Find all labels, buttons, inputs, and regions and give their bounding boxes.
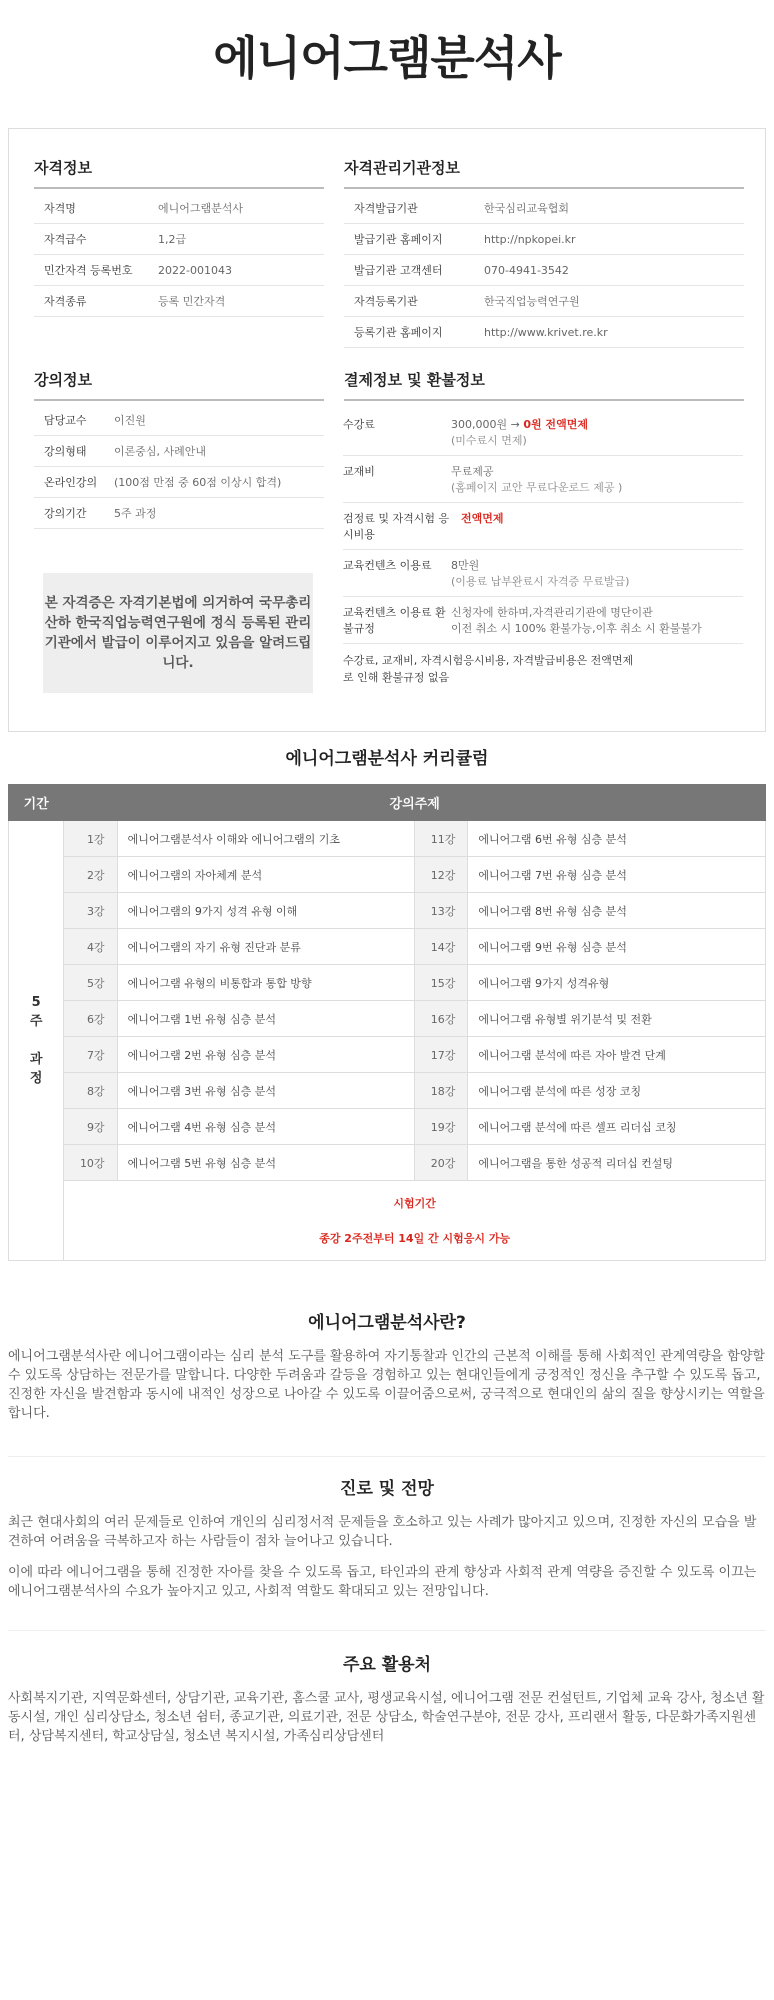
divider bbox=[8, 1456, 766, 1457]
lesson-number: 5강 bbox=[64, 965, 117, 1001]
lesson-subject: 에니어그램의 자기 유형 진단과 분류 bbox=[117, 929, 415, 965]
agency-info-label: 발급기관 고객센터 bbox=[354, 264, 443, 277]
table-row bbox=[9, 893, 766, 929]
refund-line-1: 신청자에 한하며,자격관리기관에 명단이관 bbox=[451, 606, 653, 619]
divider bbox=[8, 1630, 766, 1631]
career-p2: 이에 따라 에니어그램을 통해 진정한 자아를 찾을 수 있도록 돕고, 타인과의 관계 향상과 사회적 관계 역량을 증진할 수 있도록 이끄는 에니어그램분석사의 수요가 높아지고 있고, 사회적 역할도 확대되고 있는 전망입니다. bbox=[8, 1565, 757, 1599]
lesson-subject: 에니어그램 1번 유형 심층 분석 bbox=[117, 1001, 415, 1037]
lesson-subject: 에니어그램을 통한 성공적 리더십 컨설팅 bbox=[468, 1145, 766, 1181]
table-row bbox=[9, 1037, 766, 1073]
lesson-number: 9강 bbox=[64, 1109, 117, 1145]
lecture-info-value: 5주 과정 bbox=[114, 507, 157, 520]
lesson-subject: 에니어그램 7번 유형 심층 분석 bbox=[468, 857, 766, 893]
tuition-note: (미수료시 면제) bbox=[451, 434, 527, 447]
lesson-number: 17강 bbox=[415, 1037, 468, 1073]
content-fee-note: (이용료 납부완료시 자격증 무료발급) bbox=[451, 575, 630, 588]
lesson-subject: 에니어그램 2번 유형 심층 분석 bbox=[117, 1037, 415, 1073]
lesson-subject: 에니어그램 분석에 따른 셀프 리더십 코칭 bbox=[468, 1109, 766, 1145]
lecture-info-heading: 강의정보 bbox=[34, 369, 324, 401]
exam-title: 시험기간 bbox=[393, 1196, 436, 1210]
material-row bbox=[343, 456, 743, 503]
about-section bbox=[8, 1308, 766, 1435]
lecture-info-section bbox=[34, 369, 324, 529]
lecture-info-value: 이론중심, 사례안내 bbox=[114, 445, 207, 458]
agency-info-value: 한국심리교육협회 bbox=[484, 202, 570, 215]
material-value: 무료제공 bbox=[451, 465, 494, 478]
lesson-subject: 에니어그램 분석에 따른 성장 코칭 bbox=[468, 1073, 766, 1109]
lesson-subject: 에니어그램 8번 유형 심층 분석 bbox=[468, 893, 766, 929]
lesson-subject: 에니어그램 4번 유형 심층 분석 bbox=[117, 1109, 415, 1145]
lecture-info-label: 담당교수 bbox=[44, 414, 87, 427]
cert-info-row bbox=[34, 224, 324, 255]
lesson-subject: 에니어그램 유형별 위기분석 및 전환 bbox=[468, 1001, 766, 1037]
agency-info-label: 등록기관 홈페이지 bbox=[354, 326, 443, 339]
agency-info-value: http://npkopei.kr bbox=[484, 232, 576, 246]
period-word: 과정 bbox=[29, 1052, 43, 1086]
lesson-number: 18강 bbox=[415, 1073, 468, 1109]
exam-fee-label: 검정료 및 자격시험 응시비용 bbox=[343, 512, 450, 541]
lecture-info-label: 강의기간 bbox=[44, 507, 87, 520]
material-note: (홈페이지 교안 무료다운로드 제공 ) bbox=[451, 481, 623, 494]
info-box bbox=[8, 128, 766, 732]
agency-info-row bbox=[344, 317, 744, 348]
lesson-number: 2강 bbox=[64, 857, 117, 893]
exam-fee-value: 전액면제 bbox=[461, 512, 504, 525]
cert-info-label: 자격종류 bbox=[44, 295, 87, 308]
lesson-subject: 에니어그램 9번 유형 심층 분석 bbox=[468, 929, 766, 965]
lesson-subject: 에니어그램의 자아체계 분석 bbox=[117, 857, 415, 893]
table-row bbox=[9, 965, 766, 1001]
cert-info-heading: 자격정보 bbox=[34, 157, 324, 189]
lesson-number: 7강 bbox=[64, 1037, 117, 1073]
agency-info-section bbox=[344, 157, 744, 348]
lecture-info-value: (100점 만점 중 60점 이상시 합격) bbox=[114, 476, 282, 489]
lecture-info-row bbox=[34, 467, 324, 498]
exam-row bbox=[9, 1181, 766, 1261]
lecture-info-label: 강의형태 bbox=[44, 445, 87, 458]
lesson-number: 4강 bbox=[64, 929, 117, 965]
lesson-number: 16강 bbox=[415, 1001, 468, 1037]
lesson-number: 1강 bbox=[64, 821, 117, 857]
lesson-subject: 에니어그램 분석에 따른 자아 발견 단계 bbox=[468, 1037, 766, 1073]
notice-box: 본 자격증은 자격기본법에 의거하여 국무총리산하 한국직업능력연구원에 정식 등록된 관리기관에서 발급이 이루어지고 있음을 알려드립니다. bbox=[43, 573, 313, 693]
cert-info-row bbox=[34, 255, 324, 286]
lecture-info-label: 온라인강의 bbox=[44, 476, 98, 489]
curriculum-title: 에니어그램분석사 커리큘럼 bbox=[285, 749, 489, 769]
lesson-number: 19강 bbox=[415, 1109, 468, 1145]
agency-info-label: 자격발급기관 bbox=[354, 202, 418, 215]
period-num: 5 bbox=[31, 995, 41, 1010]
table-row bbox=[9, 821, 766, 857]
table-row bbox=[9, 857, 766, 893]
exam-period-cell bbox=[64, 1181, 766, 1261]
agency-info-row bbox=[344, 255, 744, 286]
exam-fee-row bbox=[343, 503, 743, 550]
career-title: 진로 및 전망 bbox=[340, 1479, 434, 1499]
exam-desc: 종강 2주전부터 14일 간 시험응시 가능 bbox=[319, 1231, 511, 1245]
career-p1: 최근 현대사회의 여러 문제들로 인하여 개인의 심리정서적 문제들을 호소하고 있는 사례가 많아지고 있으며, 진정한 자신의 모습을 발견하여 어려움을 극복하고자 하는 사람들이 점차 늘어나고 있습니다. bbox=[8, 1515, 757, 1549]
agency-info-label: 발급기관 홈페이지 bbox=[354, 233, 443, 246]
usage-section bbox=[8, 1650, 766, 1758]
lesson-subject: 에니어그램분석사 이해와 에니어그램의 기초 bbox=[117, 821, 415, 857]
lecture-info-value: 이진원 bbox=[114, 414, 146, 427]
content-fee-value: 8만원 bbox=[451, 559, 480, 572]
lecture-info-row bbox=[34, 436, 324, 467]
refund-label: 교육컨텐츠 이용료 환불규정 bbox=[343, 606, 446, 635]
payment-heading: 결제정보 및 환불정보 bbox=[344, 369, 744, 401]
lesson-number: 20강 bbox=[415, 1145, 468, 1181]
table-row bbox=[9, 1001, 766, 1037]
refund-line-2: 이전 취소 시 100% 환불가능,이후 취소 시 환불불가 bbox=[451, 622, 702, 635]
agency-info-value: 070-4941-3542 bbox=[484, 263, 569, 277]
content-fee-label: 교육컨텐츠 이용료 bbox=[343, 559, 432, 572]
cert-info-label: 자격급수 bbox=[44, 233, 87, 246]
lesson-number: 3강 bbox=[64, 893, 117, 929]
content-fee-row bbox=[343, 550, 743, 597]
cert-info-value: 2022-001043 bbox=[158, 263, 232, 277]
agency-info-row bbox=[344, 224, 744, 255]
cert-info-section bbox=[34, 157, 324, 317]
lesson-number: 14강 bbox=[415, 929, 468, 965]
table-row bbox=[9, 929, 766, 965]
lesson-subject: 에니어그램 유형의 비통합과 통합 방향 bbox=[117, 965, 415, 1001]
lesson-subject: 에니어그램 6번 유형 심층 분석 bbox=[468, 821, 766, 857]
material-label: 교재비 bbox=[343, 465, 375, 478]
table-row bbox=[9, 1073, 766, 1109]
lesson-subject: 에니어그램 3번 유형 심층 분석 bbox=[117, 1073, 415, 1109]
usage-title: 주요 활용처 bbox=[342, 1655, 432, 1675]
payment-footer: 수강료, 교재비, 자격시험응시비용, 자격발급비용은 전액면제로 인해 환불규정 없음 bbox=[343, 654, 634, 684]
lecture-info-row bbox=[34, 498, 324, 529]
cert-info-value: 1,2급 bbox=[158, 233, 187, 246]
lesson-number: 8강 bbox=[64, 1073, 117, 1109]
curriculum-table bbox=[8, 784, 766, 1261]
career-section bbox=[8, 1474, 766, 1613]
agency-info-label: 자격등록기관 bbox=[354, 295, 418, 308]
lesson-subject: 에니어그램의 9가지 성격 유형 이해 bbox=[117, 893, 415, 929]
tuition-price: 300,000원 → bbox=[451, 418, 520, 431]
lesson-number: 12강 bbox=[415, 857, 468, 893]
agency-info-heading: 자격관리기관정보 bbox=[344, 157, 744, 189]
agency-info-value: 한국직업능력연구원 bbox=[484, 295, 580, 308]
lesson-subject: 에니어그램 5번 유형 심층 분석 bbox=[117, 1145, 415, 1181]
cert-info-value: 에니어그램분석사 bbox=[158, 202, 244, 215]
tuition-label: 수강료 bbox=[343, 418, 375, 431]
about-body: 에니어그램분석사란 에니어그램이라는 심리 분석 도구를 활용하여 자기통찰과 인간의 근본적 이해를 통해 사회적인 관계역량을 함양할 수 있도록 상담하는 전문가를 말합니다. 다양한 두려움과 갈등을 경험하고 있는 현대인들에게 긍정적인 정신을 추구할 수 있도록 돕고, 진정한 자신을 발견함과 동시에 내적인 성장으로 나아갈 수 있도록 이끌어줌으로써, 궁극적으로 현대인의 삶의 질을 향상시키는 역할을 합니다. bbox=[8, 1349, 765, 1421]
tuition-free: 0원 전액면제 bbox=[523, 418, 588, 431]
agency-info-value: http://www.krivet.re.kr bbox=[484, 325, 608, 339]
cert-info-row bbox=[34, 286, 324, 317]
cert-info-value: 등록 민간자격 bbox=[158, 295, 226, 308]
payment-table bbox=[343, 409, 743, 686]
about-title: 에니어그램분석사란? bbox=[308, 1313, 466, 1333]
cert-info-label: 자격명 bbox=[44, 202, 76, 215]
lesson-number: 11강 bbox=[415, 821, 468, 857]
period-unit: 주 bbox=[29, 1014, 43, 1029]
lesson-number: 6강 bbox=[64, 1001, 117, 1037]
usage-body: 사회복지기관, 지역문화센터, 상담기관, 교육기관, 홈스쿨 교사, 평생교육시설, 에니어그램 전문 컨설턴트, 기업체 교육 강사, 청소년 활동시설, 개인 심리상담소, 청소년 쉼터, 종교기관, 의료기관, 전문 상담소, 학술연구분야, 전문 강사, 프리랜서 활동, 다문화가족지원센터, 상담복지센터, 학교상담실, 청소년 복지시설, 가족심리상담센터 bbox=[8, 1691, 765, 1744]
table-row bbox=[9, 1145, 766, 1181]
lesson-number: 15강 bbox=[415, 965, 468, 1001]
page-title: 에니어그램분석사 bbox=[213, 31, 561, 85]
col-subject-header: 강의주제 bbox=[64, 785, 766, 821]
refund-row bbox=[343, 597, 743, 644]
table-row bbox=[9, 1109, 766, 1145]
col-period-header: 기간 bbox=[9, 785, 64, 821]
agency-info-row bbox=[344, 286, 744, 317]
payment-section bbox=[344, 369, 744, 405]
lecture-info-row bbox=[34, 405, 324, 436]
agency-info-row bbox=[344, 193, 744, 224]
cert-info-row bbox=[34, 193, 324, 224]
cert-info-label: 민간자격 등록번호 bbox=[44, 264, 133, 277]
lesson-number: 10강 bbox=[64, 1145, 117, 1181]
lesson-subject: 에니어그램 9가지 성격유형 bbox=[468, 965, 766, 1001]
lesson-number: 13강 bbox=[415, 893, 468, 929]
period-cell bbox=[9, 821, 64, 1261]
tuition-row bbox=[343, 409, 743, 456]
